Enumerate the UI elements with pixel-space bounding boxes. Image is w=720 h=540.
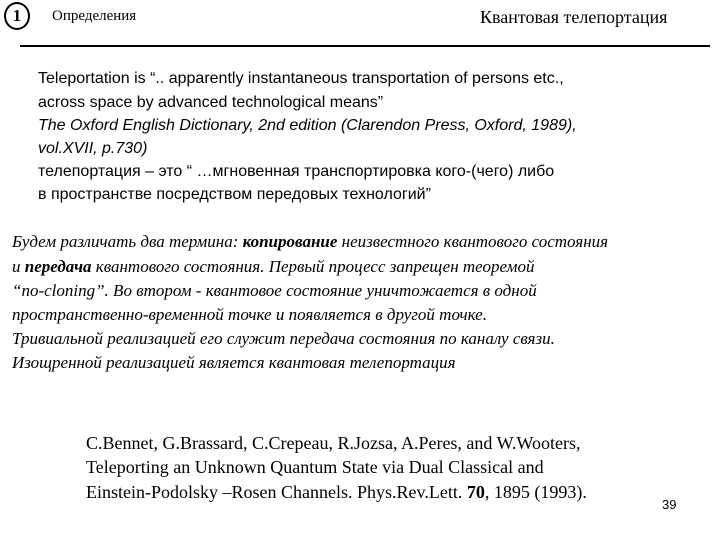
term-copying: копирование — [242, 232, 338, 251]
body-line-6: Изощренной реализацией является квантовая телепортация — [12, 353, 456, 372]
definition-en-line-1: Teleportation is “.. apparently instantaneous transportation of persons etc., — [38, 70, 564, 87]
slide-number-badge: 1 — [4, 2, 30, 30]
term-transfer: передача — [24, 257, 92, 276]
reference-line-3: Einstein-Podolsky –Rosen Channels. Phys.Rev.Lett. 70, 1895 (1993). — [86, 482, 587, 502]
definition-ru-line-2: в пространстве посредством передовых технологий” — [38, 186, 431, 203]
definition-en-line-2: across space by advanced technological means” — [38, 94, 384, 111]
definition-ru-line-1: телепортация – это “ …мгновенная транспортировка кого-(чего) либо — [38, 163, 555, 180]
slide-title: Квантовая телепортация — [480, 7, 668, 27]
section-label: Определения — [52, 8, 137, 24]
body-line-5: Тривиальной реализацией его служит передача состояния по каналу связи. — [12, 329, 555, 348]
body-line-3: “no-cloning”. Во втором - квантовое состояние уничтожается в одной — [12, 281, 537, 300]
body-line-2: и передача квантового состояния. Первый процесс запрещен теоремой — [12, 257, 535, 276]
page-number: 39 — [662, 497, 677, 512]
definition-source-line-1: The Oxford English Dictionary, 2nd edition (Clarendon Press, Oxford, 1989), — [38, 117, 577, 134]
header-divider — [20, 45, 710, 47]
body-line-4: пространственно-временной точке и появляется в другой точке. — [12, 305, 487, 324]
reference-line-1: C.Bennet, G.Brassard, C.Crepeau, R.Jozsa, A.Peres, and W.Wooters, — [86, 433, 581, 453]
definition-source-line-2: vol.XVII, p.730) — [38, 140, 148, 157]
body-line-1: Будем различать два термина: копирование неизвестного квантового состояния — [12, 232, 609, 251]
reference-line-2: Teleporting an Unknown Quantum State via Dual Classical and — [86, 457, 544, 477]
